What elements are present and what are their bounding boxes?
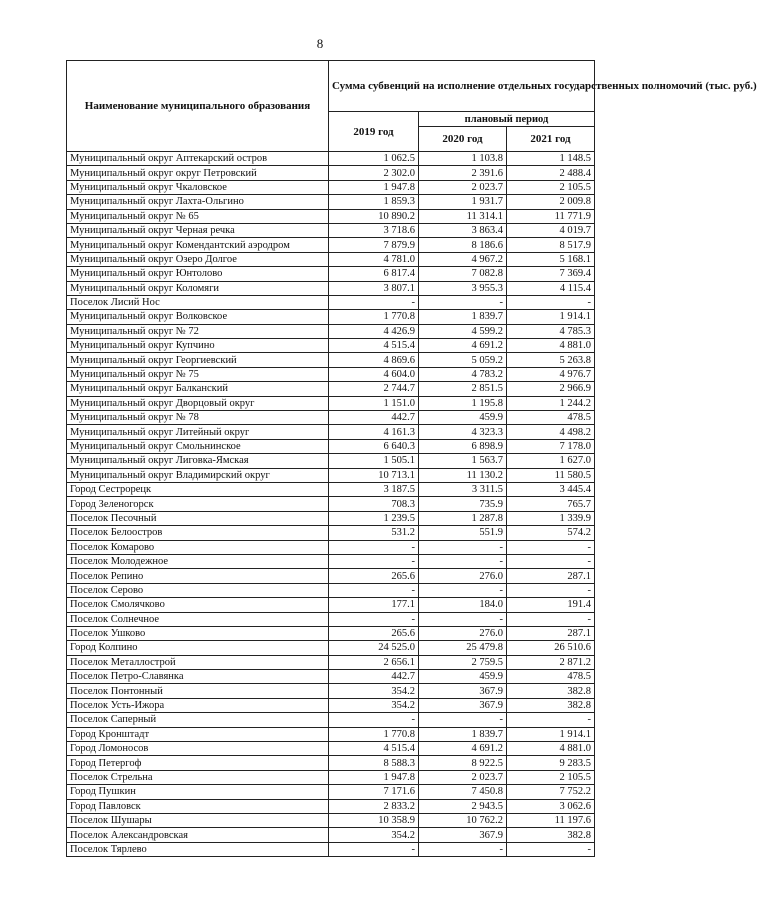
- row-name-cell: Муниципальный округ Черная речка: [67, 223, 329, 237]
- value-2020-cell: 367.9: [419, 684, 507, 698]
- value-2020-cell: 459.9: [419, 670, 507, 684]
- row-name-cell: Муниципальный округ Смольнинское: [67, 439, 329, 453]
- value-2019-cell: 1 947.8: [329, 770, 419, 784]
- row-name-cell: Муниципальный округ Комендантский аэродром: [67, 238, 329, 252]
- value-2020-cell: 1 563.7: [419, 454, 507, 468]
- table-row: [67, 439, 595, 453]
- table-row: [67, 209, 595, 223]
- value-2020-cell: 367.9: [419, 698, 507, 712]
- table-row: [67, 511, 595, 525]
- value-2019-cell: 1 770.8: [329, 310, 419, 324]
- header-plan-period: плановый период: [419, 112, 595, 127]
- row-name-cell: Поселок Стрельна: [67, 770, 329, 784]
- value-2021-cell: 4 498.2: [507, 425, 595, 439]
- value-2019-cell: 1 239.5: [329, 511, 419, 525]
- value-2019-cell: 4 515.4: [329, 339, 419, 353]
- row-name-cell: Город Колпино: [67, 641, 329, 655]
- table-row: [67, 626, 595, 640]
- value-2019-cell: 4 515.4: [329, 742, 419, 756]
- value-2019-cell: 3 187.5: [329, 482, 419, 496]
- row-name-cell: Поселок Белоостров: [67, 526, 329, 540]
- value-2021-cell: 11 771.9: [507, 209, 595, 223]
- row-name-cell: Поселок Солнечное: [67, 612, 329, 626]
- value-2020-cell: 2 943.5: [419, 799, 507, 813]
- row-name-cell: Город Кронштадт: [67, 727, 329, 741]
- value-2020-cell: 2 023.7: [419, 770, 507, 784]
- row-name-cell: Муниципальный округ Дворцовый округ: [67, 396, 329, 410]
- value-2020-cell: -: [419, 540, 507, 554]
- row-name-cell: Муниципальный округ № 72: [67, 324, 329, 338]
- table-row: [67, 828, 595, 842]
- row-name-cell: Муниципальный округ Коломяги: [67, 281, 329, 295]
- value-2020-cell: 276.0: [419, 569, 507, 583]
- value-2021-cell: 382.8: [507, 684, 595, 698]
- subventions-table: [66, 60, 757, 857]
- row-name-cell: Муниципальный округ Балканский: [67, 382, 329, 396]
- value-2020-cell: 4 783.2: [419, 367, 507, 381]
- value-2020-cell: 3 955.3: [419, 281, 507, 295]
- value-2019-cell: 1 151.0: [329, 396, 419, 410]
- value-2021-cell: 2 105.5: [507, 770, 595, 784]
- row-name-cell: Муниципальный округ Аптекарский остров: [67, 152, 329, 166]
- value-2021-cell: 26 510.6: [507, 641, 595, 655]
- value-2019-cell: 265.6: [329, 569, 419, 583]
- value-2021-cell: 1 627.0: [507, 454, 595, 468]
- value-2021-cell: 478.5: [507, 411, 595, 425]
- row-name-cell: Муниципальный округ Лиговка-Ямская: [67, 454, 329, 468]
- value-2021-cell: 1 914.1: [507, 310, 595, 324]
- table-row: [67, 684, 595, 698]
- value-2020-cell: 11 130.2: [419, 468, 507, 482]
- value-2021-cell: 4 976.7: [507, 367, 595, 381]
- value-2020-cell: 8 922.5: [419, 756, 507, 770]
- header-year-2020: 2020 год: [419, 127, 507, 152]
- table-row: [67, 598, 595, 612]
- value-2019-cell: 4 869.6: [329, 353, 419, 367]
- table-row: [67, 468, 595, 482]
- row-name-cell: Город Пушкин: [67, 785, 329, 799]
- table-row: [67, 411, 595, 425]
- value-2019-cell: 24 525.0: [329, 641, 419, 655]
- value-2019-cell: -: [329, 295, 419, 309]
- row-name-cell: Поселок Понтонный: [67, 684, 329, 698]
- row-name-cell: Поселок Репино: [67, 569, 329, 583]
- value-2019-cell: 1 505.1: [329, 454, 419, 468]
- row-name-cell: Муниципальный округ № 78: [67, 411, 329, 425]
- value-2020-cell: 735.9: [419, 497, 507, 511]
- value-2019-cell: 177.1: [329, 598, 419, 612]
- value-2020-cell: 1 103.8: [419, 152, 507, 166]
- value-2019-cell: 2 744.7: [329, 382, 419, 396]
- value-2020-cell: 4 967.2: [419, 252, 507, 266]
- value-2020-cell: 1 839.7: [419, 727, 507, 741]
- value-2019-cell: 4 781.0: [329, 252, 419, 266]
- value-2021-cell: -: [507, 713, 595, 727]
- value-2019-cell: 4 161.3: [329, 425, 419, 439]
- row-name-cell: Город Сестрорецк: [67, 482, 329, 496]
- row-name-cell: Город Ломоносов: [67, 742, 329, 756]
- value-2021-cell: -: [507, 583, 595, 597]
- row-name-cell: Поселок Ушково: [67, 626, 329, 640]
- value-2021-cell: 287.1: [507, 569, 595, 583]
- value-2020-cell: -: [419, 713, 507, 727]
- value-2021-cell: 4 115.4: [507, 281, 595, 295]
- value-2021-cell: 3 445.4: [507, 482, 595, 496]
- value-2020-cell: -: [419, 295, 507, 309]
- value-2019-cell: 1 859.3: [329, 195, 419, 209]
- value-2019-cell: -: [329, 713, 419, 727]
- value-2019-cell: -: [329, 583, 419, 597]
- value-2020-cell: -: [419, 612, 507, 626]
- value-2020-cell: 367.9: [419, 828, 507, 842]
- value-2020-cell: -: [419, 583, 507, 597]
- value-2021-cell: 191.4: [507, 598, 595, 612]
- value-2021-cell: 5 263.8: [507, 353, 595, 367]
- value-2020-cell: 4 691.2: [419, 742, 507, 756]
- table-row: [67, 813, 595, 827]
- row-name-cell: Муниципальный округ Юнтолово: [67, 267, 329, 281]
- table-row: [67, 770, 595, 784]
- value-2021-cell: 5 168.1: [507, 252, 595, 266]
- value-2020-cell: 1 931.7: [419, 195, 507, 209]
- table-row: [67, 842, 595, 856]
- value-2020-cell: 10 762.2: [419, 813, 507, 827]
- header-sum-title: Сумма субвенций на исполнение отдельных государственных полномочий (тыс. руб.): [329, 61, 595, 112]
- value-2020-cell: -: [419, 842, 507, 856]
- value-2019-cell: 1 770.8: [329, 727, 419, 741]
- row-name-cell: Поселок Петро-Славянка: [67, 670, 329, 684]
- value-2020-cell: -: [419, 554, 507, 568]
- value-2021-cell: 7 752.2: [507, 785, 595, 799]
- table-row: [67, 425, 595, 439]
- table-row: [67, 295, 595, 309]
- value-2019-cell: 1 947.8: [329, 180, 419, 194]
- row-name-cell: Поселок Александровская: [67, 828, 329, 842]
- value-2020-cell: 2 851.5: [419, 382, 507, 396]
- table-row: [67, 238, 595, 252]
- row-name-cell: Поселок Шушары: [67, 813, 329, 827]
- value-2021-cell: -: [507, 554, 595, 568]
- table-row: [67, 267, 595, 281]
- value-2021-cell: -: [507, 540, 595, 554]
- table-row: [67, 698, 595, 712]
- value-2021-cell: 1 339.9: [507, 511, 595, 525]
- value-2021-cell: 2 966.9: [507, 382, 595, 396]
- value-2020-cell: 276.0: [419, 626, 507, 640]
- table-row: [67, 180, 595, 194]
- value-2020-cell: 8 186.6: [419, 238, 507, 252]
- value-2019-cell: 10 713.1: [329, 468, 419, 482]
- table-row: [67, 152, 595, 166]
- table-row: [67, 339, 595, 353]
- value-2019-cell: 2 302.0: [329, 166, 419, 180]
- table-row: [67, 454, 595, 468]
- value-2021-cell: 4 881.0: [507, 742, 595, 756]
- value-2019-cell: 4 604.0: [329, 367, 419, 381]
- row-name-cell: Поселок Усть-Ижора: [67, 698, 329, 712]
- table-row: [67, 310, 595, 324]
- table-row: [67, 655, 595, 669]
- value-2020-cell: 3 311.5: [419, 482, 507, 496]
- value-2020-cell: 4 691.2: [419, 339, 507, 353]
- table-row: [67, 785, 595, 799]
- row-name-cell: Муниципальный округ Купчино: [67, 339, 329, 353]
- table-row: [67, 554, 595, 568]
- value-2019-cell: 708.3: [329, 497, 419, 511]
- row-name-cell: Город Зеленогорск: [67, 497, 329, 511]
- value-2019-cell: -: [329, 612, 419, 626]
- row-name-cell: Муниципальный округ Владимирский округ: [67, 468, 329, 482]
- value-2019-cell: 442.7: [329, 670, 419, 684]
- value-2019-cell: 265.6: [329, 626, 419, 640]
- row-name-cell: Поселок Смолячково: [67, 598, 329, 612]
- value-2021-cell: 4 019.7: [507, 223, 595, 237]
- row-name-cell: Поселок Песочный: [67, 511, 329, 525]
- value-2020-cell: 7 082.8: [419, 267, 507, 281]
- table-row: [67, 396, 595, 410]
- value-2019-cell: 2 833.2: [329, 799, 419, 813]
- row-name-cell: Поселок Металлострой: [67, 655, 329, 669]
- value-2021-cell: 765.7: [507, 497, 595, 511]
- page-number: 8: [316, 36, 324, 51]
- table-row: [67, 195, 595, 209]
- row-name-cell: Поселок Лисий Нос: [67, 295, 329, 309]
- row-name-cell: Город Петергоф: [67, 756, 329, 770]
- value-2019-cell: 354.2: [329, 684, 419, 698]
- value-2020-cell: 6 898.9: [419, 439, 507, 453]
- table-row: [67, 252, 595, 266]
- table-row: [67, 670, 595, 684]
- value-2020-cell: 3 863.4: [419, 223, 507, 237]
- row-name-cell: Муниципальный округ Лахта-Ольгино: [67, 195, 329, 209]
- value-2021-cell: 2 105.5: [507, 180, 595, 194]
- table-row: [67, 756, 595, 770]
- value-2021-cell: 2 871.2: [507, 655, 595, 669]
- value-2021-cell: 7 178.0: [507, 439, 595, 453]
- table-row: [67, 583, 595, 597]
- value-2020-cell: 1 839.7: [419, 310, 507, 324]
- row-name-cell: Муниципальный округ округ Петровский: [67, 166, 329, 180]
- value-2021-cell: 9 283.5: [507, 756, 595, 770]
- table-row: [67, 353, 595, 367]
- table-row: [67, 799, 595, 813]
- table-row: [67, 166, 595, 180]
- value-2020-cell: 7 450.8: [419, 785, 507, 799]
- value-2021-cell: 4 785.3: [507, 324, 595, 338]
- value-2020-cell: 2 759.5: [419, 655, 507, 669]
- value-2019-cell: 354.2: [329, 828, 419, 842]
- value-2021-cell: 3 062.6: [507, 799, 595, 813]
- value-2021-cell: 11 580.5: [507, 468, 595, 482]
- value-2019-cell: 3 718.6: [329, 223, 419, 237]
- value-2020-cell: 4 323.3: [419, 425, 507, 439]
- row-name-cell: Муниципальный округ Озеро Долгое: [67, 252, 329, 266]
- header-year-2019: 2019 год: [329, 112, 419, 152]
- table-row: [67, 223, 595, 237]
- value-2019-cell: 7 171.6: [329, 785, 419, 799]
- table-row: [67, 641, 595, 655]
- table-body: [67, 152, 595, 857]
- table-row: [67, 540, 595, 554]
- value-2019-cell: 6 640.3: [329, 439, 419, 453]
- table-row: [67, 526, 595, 540]
- value-2019-cell: 442.7: [329, 411, 419, 425]
- value-2021-cell: 478.5: [507, 670, 595, 684]
- value-2019-cell: 6 817.4: [329, 267, 419, 281]
- table-row: [67, 324, 595, 338]
- table-row: [67, 727, 595, 741]
- value-2021-cell: 8 517.9: [507, 238, 595, 252]
- value-2020-cell: 459.9: [419, 411, 507, 425]
- value-2020-cell: 2 023.7: [419, 180, 507, 194]
- value-2021-cell: 1 244.2: [507, 396, 595, 410]
- value-2020-cell: 551.9: [419, 526, 507, 540]
- table-row: [67, 281, 595, 295]
- value-2021-cell: 7 369.4: [507, 267, 595, 281]
- row-name-cell: Муниципальный округ № 65: [67, 209, 329, 223]
- row-name-cell: Поселок Серово: [67, 583, 329, 597]
- table-row: [67, 482, 595, 496]
- header-year-2021: 2021 год: [507, 127, 595, 152]
- row-name-cell: Поселок Тярлево: [67, 842, 329, 856]
- value-2021-cell: 2 009.8: [507, 195, 595, 209]
- value-2020-cell: 184.0: [419, 598, 507, 612]
- value-2020-cell: 1 287.8: [419, 511, 507, 525]
- value-2019-cell: -: [329, 540, 419, 554]
- table-row: [67, 367, 595, 381]
- value-2021-cell: 11 197.6: [507, 813, 595, 827]
- value-2021-cell: 382.8: [507, 828, 595, 842]
- row-name-cell: Муниципальный округ Чкаловское: [67, 180, 329, 194]
- row-name-cell: Поселок Комарово: [67, 540, 329, 554]
- value-2021-cell: 1 914.1: [507, 727, 595, 741]
- row-name-cell: Муниципальный округ Георгиевский: [67, 353, 329, 367]
- value-2021-cell: 2 488.4: [507, 166, 595, 180]
- row-name-cell: Город Павловск: [67, 799, 329, 813]
- value-2020-cell: 25 479.8: [419, 641, 507, 655]
- table-row: [67, 569, 595, 583]
- value-2021-cell: -: [507, 295, 595, 309]
- value-2021-cell: 287.1: [507, 626, 595, 640]
- value-2020-cell: 2 391.6: [419, 166, 507, 180]
- value-2019-cell: 354.2: [329, 698, 419, 712]
- value-2020-cell: 5 059.2: [419, 353, 507, 367]
- header-name-column: Наименование муниципального образования: [67, 61, 329, 152]
- row-name-cell: Муниципальный округ Волковское: [67, 310, 329, 324]
- table-row: [67, 497, 595, 511]
- row-name-cell: Муниципальный округ № 75: [67, 367, 329, 381]
- value-2020-cell: 4 599.2: [419, 324, 507, 338]
- row-name-cell: Муниципальный округ Литейный округ: [67, 425, 329, 439]
- value-2019-cell: 2 656.1: [329, 655, 419, 669]
- value-2021-cell: -: [507, 842, 595, 856]
- row-name-cell: Поселок Саперный: [67, 713, 329, 727]
- value-2021-cell: -: [507, 612, 595, 626]
- value-2019-cell: -: [329, 554, 419, 568]
- value-2021-cell: 1 148.5: [507, 152, 595, 166]
- value-2019-cell: 7 879.9: [329, 238, 419, 252]
- value-2021-cell: 382.8: [507, 698, 595, 712]
- value-2019-cell: 8 588.3: [329, 756, 419, 770]
- value-2021-cell: 574.2: [507, 526, 595, 540]
- value-2019-cell: 4 426.9: [329, 324, 419, 338]
- table-row: [67, 382, 595, 396]
- row-name-cell: Поселок Молодежное: [67, 554, 329, 568]
- value-2019-cell: 10 890.2: [329, 209, 419, 223]
- value-2019-cell: 10 358.9: [329, 813, 419, 827]
- value-2019-cell: 3 807.1: [329, 281, 419, 295]
- table-row: [67, 612, 595, 626]
- value-2019-cell: 1 062.5: [329, 152, 419, 166]
- value-2020-cell: 1 195.8: [419, 396, 507, 410]
- value-2019-cell: -: [329, 842, 419, 856]
- value-2019-cell: 531.2: [329, 526, 419, 540]
- table-row: [67, 742, 595, 756]
- value-2021-cell: 4 881.0: [507, 339, 595, 353]
- table-row: [67, 713, 595, 727]
- value-2020-cell: 11 314.1: [419, 209, 507, 223]
